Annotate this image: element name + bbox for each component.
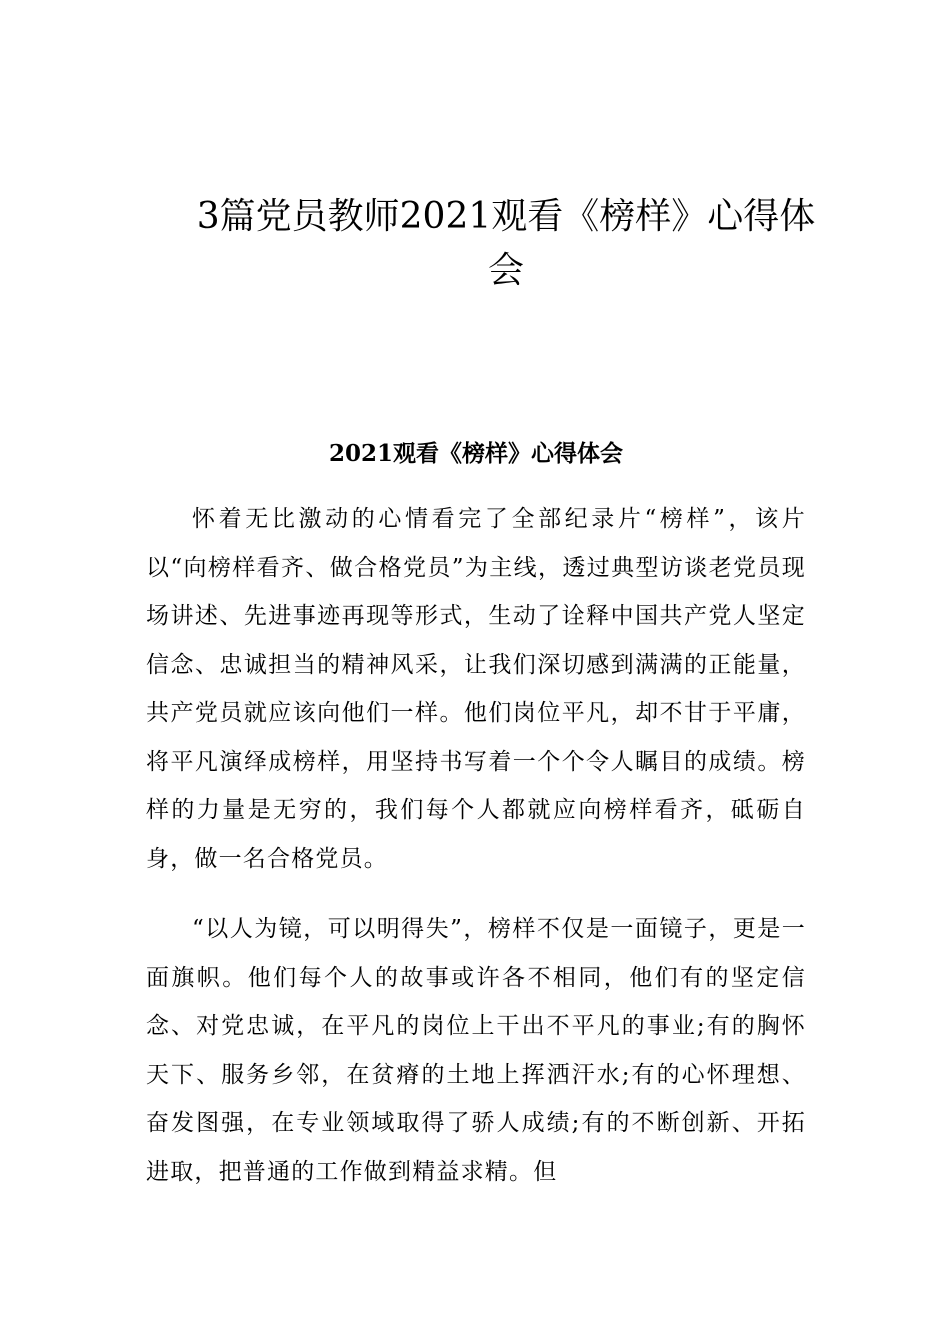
paragraph-1: 怀着无比激动的心情看完了全部纪录片“榜样”，该片以“向榜样看齐、做合格党员”为主线，透过典型访谈老党员现场讲述、先进事迹再现等形式，生动了诠释中国共产党人坚定信念、忠诚担当的精神风采，让我们深切感到满满的正能量，共产党员就应该向他们一样。他们岗位平凡，却不甘于平庸，将平凡演绎成榜样，用坚持书写着一个个令人瞩目的成绩。榜样的力量是无穷的，我们每个人都就应向榜样看齐，砥砺自身，做一名合格党员。	[146, 506, 806, 872]
paragraph-2: “以人为镜，可以明得失”，榜样不仅是一面镜子，更是一面旗帜。他们每个人的故事或许各不相同，他们有的坚定信念、对党忠诚，在平凡的岗位上干出不平凡的事业;有的胸怀天下、服务乡邻，在贫瘠的土地上挥洒汗水;有的心怀理想、奋发图强，在专业领域取得了骄人成绩;有的不断创新、开拓进取，把普通的工作做到精益求精。但	[146, 916, 806, 1185]
document-title: 3篇党员教师2021观看《榜样》心得体会	[196, 196, 816, 291]
section-title: 2021观看《榜样》心得体会	[328, 440, 623, 467]
